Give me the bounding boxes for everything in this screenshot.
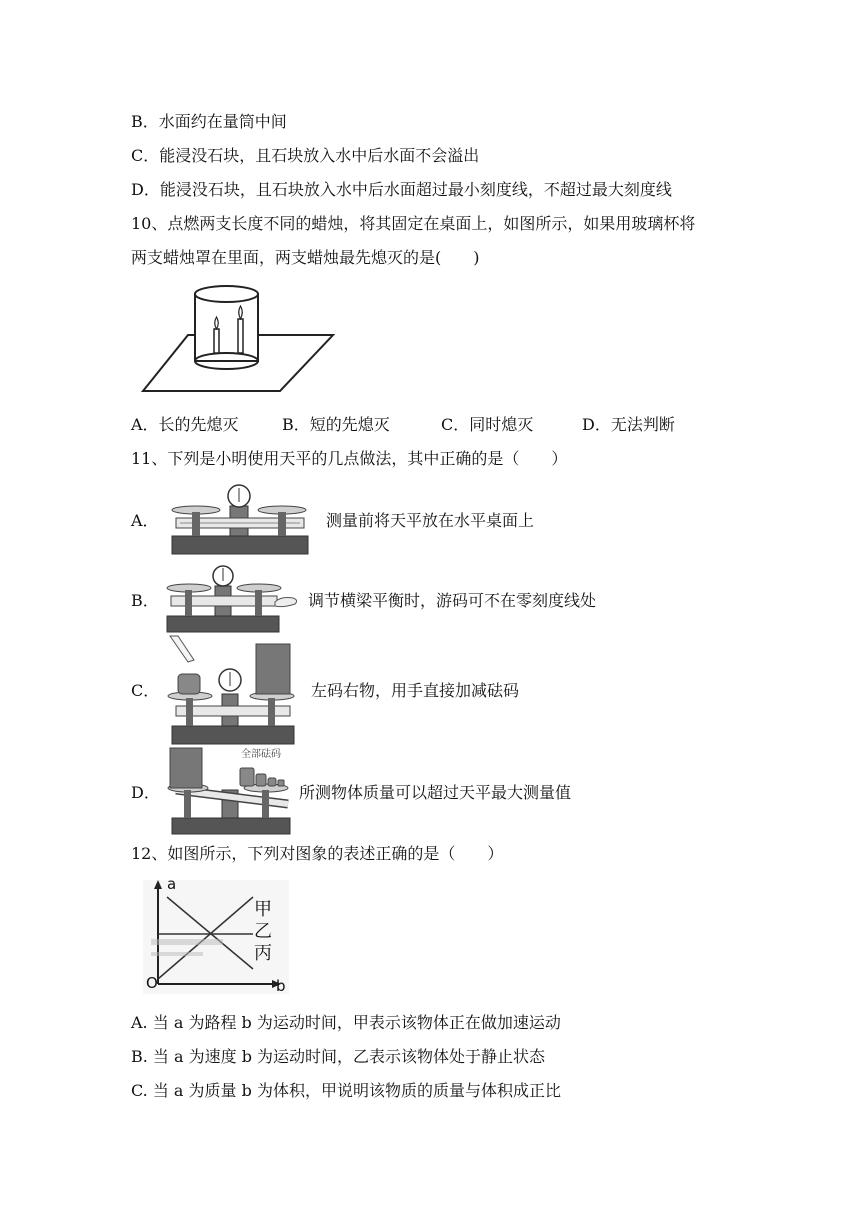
q11-option-a-label: A． bbox=[131, 511, 159, 530]
graph-y-axis-label: a bbox=[167, 875, 177, 893]
graph-origin-label: O bbox=[146, 974, 158, 992]
q12-option-c: C. 当 a 为质量 b 为体积，甲说明该物质的质量与体积成正比 bbox=[131, 1081, 561, 1100]
graph-x-axis-label: b bbox=[276, 977, 286, 995]
balance-scale-a-figure bbox=[160, 484, 320, 556]
q10-option-b: B．短的先熄灭 bbox=[282, 415, 390, 434]
q12-option-b: B. 当 a 为速度 b 为运动时间，乙表示该物体处于静止状态 bbox=[131, 1047, 546, 1066]
q9-option-b: B．水面约在量筒中间 bbox=[131, 112, 287, 131]
q9-option-c: C．能浸没石块，且石块放入水中后水面不会溢出 bbox=[131, 146, 480, 165]
d-figure-caption: 全部砝码 bbox=[241, 749, 281, 760]
q9-option-d: D．能浸没石块，且石块放入水中后水面超过最小刻度线，不超过最大刻度线 bbox=[131, 180, 672, 199]
q12-stem: 12、如图所示，下列对图象的表述正确的是（ ） bbox=[131, 844, 504, 863]
q11-stem: 11、下列是小明使用天平的几点做法，其中正确的是（ ） bbox=[131, 449, 568, 468]
q11-option-a-text: 测量前将天平放在水平桌面上 bbox=[326, 511, 535, 530]
q11-option-d-label: D． bbox=[131, 783, 160, 802]
q10-stem-line1: 10、点燃两支长度不同的蜡烛，将其固定在桌面上，如图所示，如果用玻璃杯将 bbox=[131, 214, 696, 233]
q10-option-c: C．同时熄灭 bbox=[441, 415, 534, 434]
graph-series-jia: 甲 bbox=[254, 899, 272, 920]
balance-scale-b-figure bbox=[157, 564, 302, 636]
q11-option-c-label: C． bbox=[131, 681, 160, 700]
q11-option-d-text: 所测物体质量可以超过天平最大测量值 bbox=[299, 783, 572, 802]
balance-scale-c-figure bbox=[160, 636, 310, 746]
graph-series-bing: 丙 bbox=[254, 943, 272, 964]
graph-series-yi: 乙 bbox=[254, 921, 272, 942]
q10-stem-line2: 两支蜡烛罩在里面，两支蜡烛最先熄灭的是( ) bbox=[131, 248, 480, 267]
q12-option-a: A. 当 a 为路程 b 为运动时间，甲表示该物体正在做加速运动 bbox=[131, 1013, 561, 1032]
q10-option-a: A．长的先熄灭 bbox=[131, 415, 239, 434]
q11-option-b-label: B． bbox=[131, 591, 159, 610]
q11-option-c-text: 左码右物，用手直接加减砝码 bbox=[311, 681, 520, 700]
q10-option-d: D．无法判断 bbox=[582, 415, 675, 434]
q11-option-b-text: 调节横梁平衡时，游码可不在零刻度线处 bbox=[308, 591, 597, 610]
candle-jar-figure bbox=[140, 283, 340, 395]
